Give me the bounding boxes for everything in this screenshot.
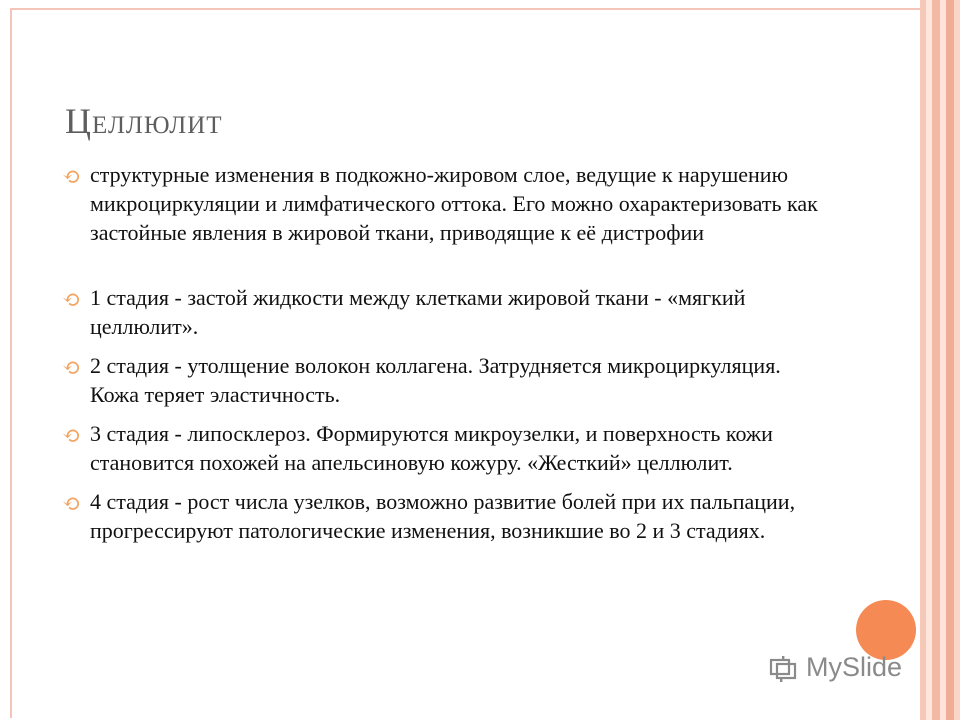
myslide-logo-icon xyxy=(768,653,798,683)
decor-stripe xyxy=(954,0,960,720)
bullet-icon: ⟲ xyxy=(62,491,81,516)
bullet-item xyxy=(62,419,832,477)
bullet-text: 2 стадия - утолщение волокон коллагена. Затрудняется микроциркуляция. Кожа теряет эластичность. xyxy=(90,353,781,407)
bullet-item xyxy=(62,487,832,545)
bullet-item xyxy=(62,283,832,341)
slide-title: Целлюлит xyxy=(65,101,223,141)
bullet-text: структурные изменения в подкожно-жировом слое, ведущие к нарушению микроциркуляции и лимфатического оттока. Его можно охарактеризовать как застойные явления в жировой ткани, приводящие к её дистрофии xyxy=(90,162,818,245)
slide-body xyxy=(62,160,832,545)
bullet-icon: ⟲ xyxy=(62,164,81,189)
bullet-icon: ⟲ xyxy=(62,287,81,312)
bullet-text: 3 стадия - липосклероз. Формируются микроузелки, и поверхность кожи становится похожей на апельсиновую кожуру. «Жесткий» целлюлит. xyxy=(90,421,773,475)
watermark-text: MySlide xyxy=(806,652,903,682)
decor-circle xyxy=(856,600,916,660)
bullet-text: 4 стадия - рост числа узелков, возможно развитие болей при их пальпации, прогрессируют патологические изменения, возникшие во 2 и 3 стадиях. xyxy=(90,489,796,543)
bullet-item xyxy=(62,351,832,409)
bullet-text: 1 стадия - застой жидкости между клетками жировой ткани - «мягкий целлюлит». xyxy=(90,285,746,339)
bullet-icon: ⟲ xyxy=(62,423,81,448)
bullet-icon: ⟲ xyxy=(62,355,81,380)
decor-stripe xyxy=(932,0,940,720)
bullet-item xyxy=(62,160,832,247)
watermark xyxy=(768,652,902,683)
decor-stripe xyxy=(946,0,954,720)
